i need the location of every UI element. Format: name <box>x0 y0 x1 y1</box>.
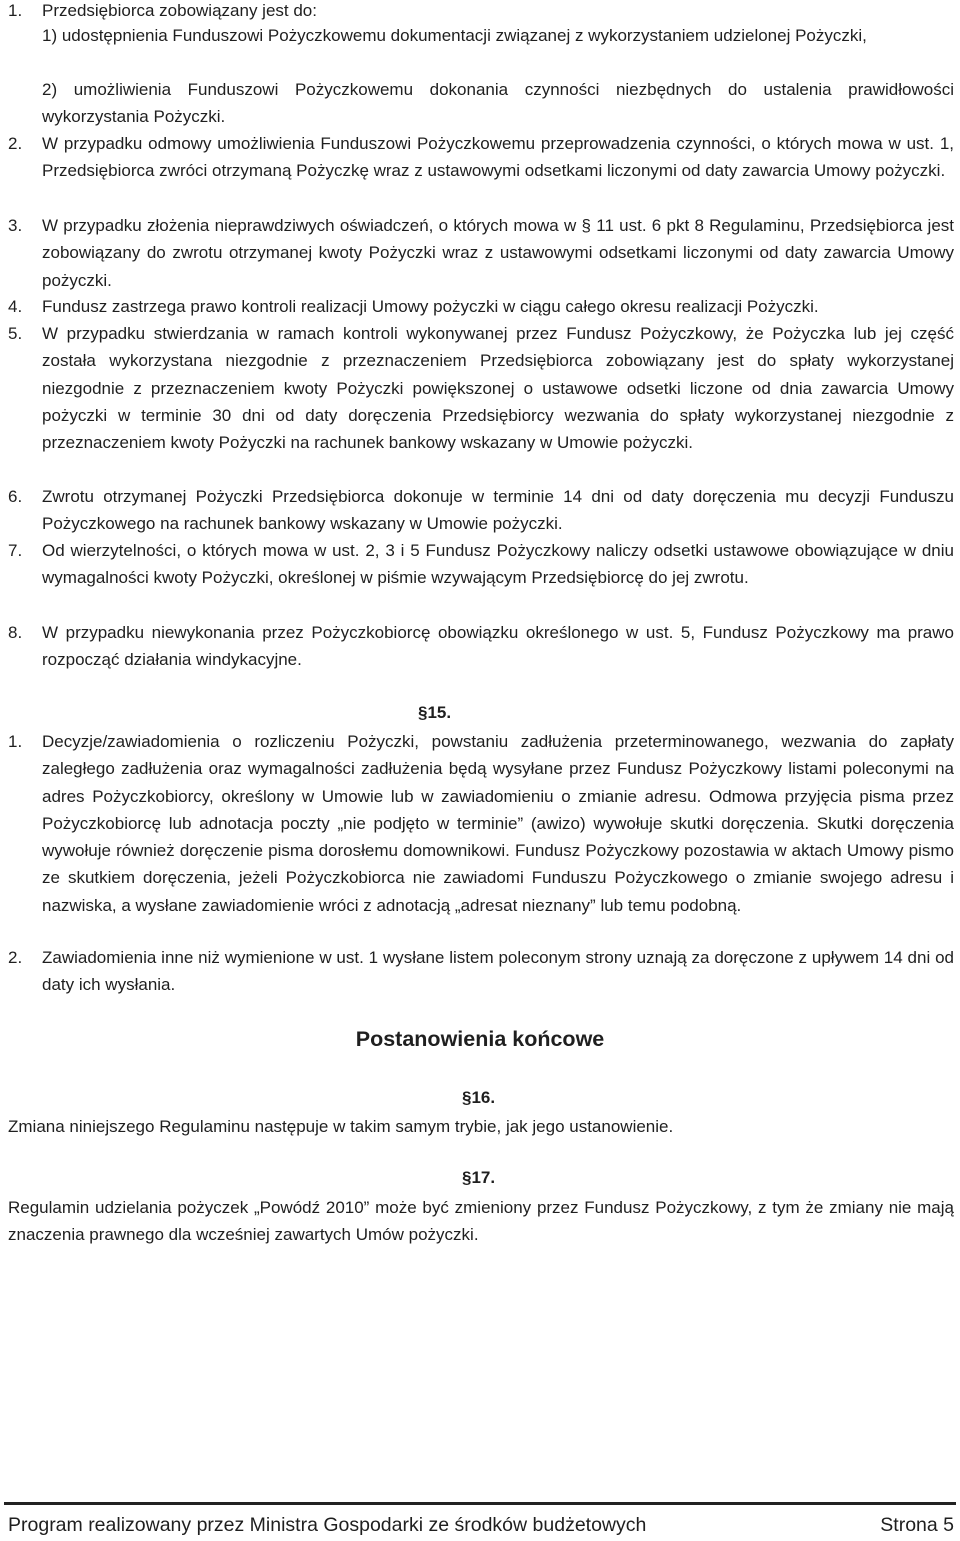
paragraph-14-3 <box>8 212 954 294</box>
subpoint-14-1-2 <box>42 76 954 131</box>
paragraph-17: Regulamin udzielania pożyczek „Powódź 2010” może być zmieniony przez Fundusz Pożyczkowy, z tym że zmiany nie mają znaczenia prawnego dla wcześniej zawartych Umów pożyczki. <box>8 1198 954 1245</box>
subpoint-14-1-1 <box>42 22 954 49</box>
footer-program-text: Program realizowany przez Ministra Gospodarki ze środków budżetowych <box>8 1514 647 1536</box>
paragraph-text: W przypadku stwierdzania w ramach kontroli wykonywanej przez Fundusz Pożyczkowy, że Pożyczka lub jej część została wykorzystana niezgodnie z przeznaczeniem Przedsiębiorca zobowiązany jest do spłaty wykorzystanej niezgodnie z przeznaczeniem kwoty Pożyczki powiększonej o ustawowe odsetki liczone od dnia zawarcia Umowy pożyczki w terminie 30 dni od daty doręczenia Przedsiębiorcy wezwania do spłaty wykorzystanej niezgodnie z przeznaczeniem kwoty Pożyczki na rachunek bankowy wskazany w Umowie pożyczki. <box>42 324 954 453</box>
paragraph-number: 6. <box>8 487 23 506</box>
section-heading-15: §15. <box>418 703 452 722</box>
paragraph-text: Decyzje/zawiadomienia o rozliczeniu Pożyczki, powstaniu zadłużenia przeterminowanego, wezwania do zapłaty zaległego zadłużenia oraz wymagalności zadłużenia będą wysyłane przez Fundusz Pożyczkowy listami poleconymi na adres Pożyczkobiorcy, określony w Umowie lub w zawiadomieniu o zmianie adresu. Odmowa przyjęcia pisma przez Pożyczkobiorcę lub adnotacja poczty „nie podjęto w terminie” (awizo) wywołuje skutki doręczenia. Skutki doręczenia wywołuje również doręczenie pisma dorosłemu domownikowi. Fundusz Pożyczkowy pozostawia w aktach Umowy pismo ze skutkiem doręczenia, jeżeli Pożyczkobiorca nie zawiadomi Funduszu Pożyczkowego o zmianie swojego adresu i nazwiska, a wysłane zawiadomienie wróci z adnotacją „adresat nieznany” lub temu podobną. <box>42 732 954 915</box>
section-symbol: § <box>462 1168 472 1187</box>
paragraph-number: 8. <box>8 623 23 642</box>
paragraph-number: 7. <box>8 541 23 560</box>
section-symbol: § <box>418 703 428 722</box>
paragraph-14-7 <box>8 537 954 592</box>
paragraph-number: 2. <box>8 948 23 967</box>
subpoint-text: 1) udostępnienia Funduszowi Pożyczkowemu dokumentacji związanej z wykorzystaniem udzielonej Pożyczki, <box>42 26 867 45</box>
paragraph-15-2 <box>8 944 954 999</box>
paragraph-text: Zwrotu otrzymanej Pożyczki Przedsiębiorca dokonuje w terminie 14 dni od daty doręczenia mu decyzji Funduszu Pożyczkowego na rachunek bankowy wskazany w Umowie pożyczki. <box>42 487 954 534</box>
paragraph-16: Zmiana niniejszego Regulaminu następuje w takim samym trybie, jak jego ustanowienie. <box>8 1117 674 1136</box>
paragraph-14-8 <box>8 619 954 674</box>
paragraph-text: Przedsiębiorca zobowiązany jest do: <box>42 1 317 20</box>
section-heading-16: §16. <box>462 1088 496 1107</box>
page-number: Strona 5 <box>880 1514 954 1536</box>
paragraph-number: 1. <box>8 1 23 20</box>
paragraph-text: W przypadku niewykonania przez Pożyczkobiorcę obowiązku określonego w ust. 5, Fundusz Pożyczkowy ma prawo rozpocząć działania windykacyjne. <box>42 623 954 670</box>
subpoint-text: 2) umożliwienia Funduszowi Pożyczkowemu dokonania czynności niezbędnych do ustalenia prawidłowości wykorzystania Pożyczki. <box>42 80 954 127</box>
paragraph-text: Fundusz zastrzega prawo kontroli realizacji Umowy pożyczki w ciągu całego okresu realizacji Pożyczki. <box>42 297 819 316</box>
paragraph-text: W przypadku odmowy umożliwienia Funduszowi Pożyczkowemu przeprowadzenia czynności, o których mowa w ust. 1, Przedsiębiorca zwróci otrzymaną Pożyczkę wraz z ustawowymi odsetkami liczonymi od daty zawarcia Umowy pożyczki. <box>42 134 954 181</box>
final-provisions-title: Postanowienia końcowe <box>355 1027 605 1051</box>
paragraph-14-6 <box>8 483 954 538</box>
paragraph-text: Zawiadomienia inne niż wymienione w ust. 1 wysłane listem poleconym strony uznają za doręczone z upływem 14 dni od daty ich wysłania. <box>42 948 954 995</box>
paragraph-14-1 <box>8 0 954 24</box>
paragraph-14-4 <box>8 293 954 320</box>
section-symbol: § <box>462 1088 472 1107</box>
paragraph-number: 4. <box>8 297 23 316</box>
paragraph-number: 1. <box>8 732 23 751</box>
paragraph-number: 3. <box>8 216 23 235</box>
paragraph-15-1 <box>8 728 954 919</box>
footer-divider <box>4 1502 956 1505</box>
paragraph-14-5 <box>8 320 954 456</box>
paragraph-text: Od wierzytelności, o których mowa w ust. 2, 3 i 5 Fundusz Pożyczkowy naliczy odsetki ustawowe obowiązujące w dniu wymagalności kwoty Pożyczki, określonej w piśmie wzywającym Przedsiębiorcę do jej zwrotu. <box>42 541 954 588</box>
paragraph-number: 2. <box>8 134 23 153</box>
paragraph-14-2 <box>8 130 954 185</box>
section-heading-17: §17. <box>462 1168 496 1187</box>
paragraph-text: W przypadku złożenia nieprawdziwych oświadczeń, o których mowa w § 11 ust. 6 pkt 8 Regulaminu, Przedsiębiorca jest zobowiązany do zwrotu otrzymanej kwoty Pożyczki wraz z ustawowymi odsetkami liczonymi od daty zawarcia Umowy pożyczki. <box>42 216 954 290</box>
paragraph-number: 5. <box>8 324 23 343</box>
